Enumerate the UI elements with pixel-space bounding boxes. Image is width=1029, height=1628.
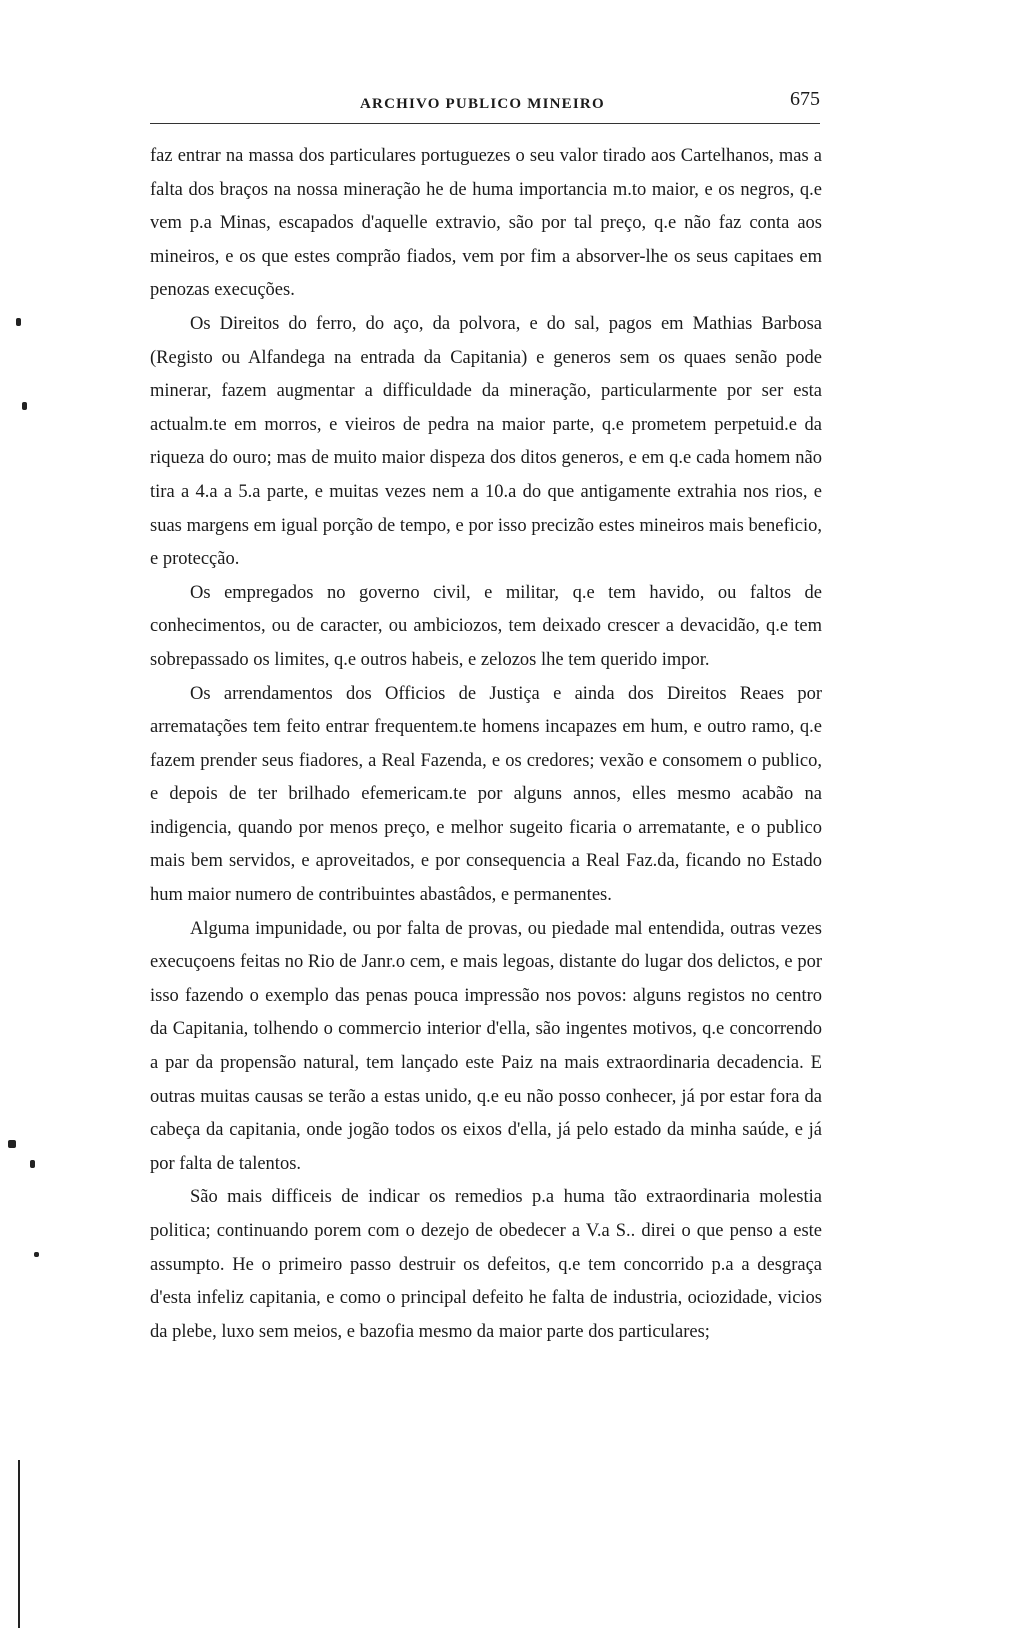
- paragraph-impunidade: Alguma impunidade, ou por falta de provas, ou piedade mal entendida, outras vezes execuçoens feitas no Rio de Janr.o cem, e mais legoas, distante do lugar dos delictos, e por isso fazendo o exemplo das penas pouca impressão nos povos: alguns registos no centro da Capitania, tolhendo o commercio interior d'ella, são ingentes motivos, q.e concorrendo a par da propensão natural, tem lançado este Paiz na mais extraordinaria decadencia. E outras muitas causas se terão a estas unido, q.e eu não posso conhecer, já por estar fora da cabeça da capitania, onde jogão todos os eixos d'ella, já pelo estado da minha saúde, e já por falta de talentos.: [150, 918, 822, 1174]
- body-text: [150, 140, 822, 1349]
- paragraph-continuation: faz entrar na massa dos particulares portuguezes o seu valor tirado aos Cartelhanos, mas a falta dos braços na nossa mineração he de huma importancia m.to maior, e os negros, q.e vem p.a Minas, escapados d'aquelle extravio, são por tal preço, q.e não faz conta aos mineiros, e os que estes comprão fiados, vem por fim a absorver-lhe os seus capitaes em penozas execuções.: [150, 146, 822, 301]
- running-title: ARCHIVO PUBLICO MINEIRO: [360, 96, 605, 112]
- paragraph-direitos: Os Direitos do ferro, do aço, da polvora, e do sal, pagos em Mathias Barbosa (Registo ou Alfandega na entrada da Capitania) e generos sem os quaes senão pode minerar, fazem augmentar a difficuldade da mineração, particularmente por ser esta actualm.te em morros, e vieiros de pedra na maior parte, q.e prometem perpetuid.e da riqueza do ouro; mas de muito maior dispeza dos ditos generos, e em q.e cada homem não tira a 4.a a 5.a parte, e muitas vezes nem a 10.a do que antigamente extrahia nos rios, e suas margens em igual porção de tempo, e por isso precizão estes mineiros mais beneficio, e protecção.: [150, 313, 822, 570]
- margin-speck: [22, 402, 27, 410]
- paragraph-arrendamentos: Os arrendamentos dos Officios de Justiça e ainda dos Direitos Reaes por arrematações tem feito entrar frequentem.te homens incapazes em hum, e outro ramo, q.e fazem prender seus fiadores, a Real Fazenda, e os credores; vexão e consomem o publico, e depois de ter brilhado efemericam.te por alguns annos, elles mesmo acabão na indigencia, quando por menos preço, e melhor sugeito ficaria o arrematante, e o publico mais bem servidos, e aproveitados, e por consequencia a Real Faz.da, ficando no Estado hum maior numero de contribuintes abastâdos, e permanentes.: [150, 683, 822, 906]
- margin-speck: [8, 1140, 16, 1148]
- header-rule: [150, 123, 820, 124]
- page-number: 675: [790, 88, 820, 110]
- margin-speck: [16, 318, 21, 326]
- margin-speck: [34, 1252, 39, 1257]
- page-header: [150, 88, 820, 128]
- paragraph-empregados: Os empregados no governo civil, e militar, q.e tem havido, ou faltos de conhecimentos, ou de caracter, ou ambiciozos, tem deixado crescer a devacidão, q.e tem sobrepassado os limites, q.e outros habeis, e zelozos lhe tem querido impor.: [150, 582, 822, 670]
- page-edge-line: [18, 1460, 20, 1628]
- paragraph-remedios: São mais difficeis de indicar os remedios p.a huma tão extraordinaria molestia politica; continuando porem com o dezejo de obedecer a V.a S.. direi o que penso a este assumpto. He o primeiro passo destruir os defeitos, q.e tem concorrido p.a a desgraça d'esta infeliz capitania, e como o principal defeito he falta de industria, ociozidade, vicios da plebe, luxo sem meios, e bazofia mesmo da maior parte dos particulares;: [150, 1187, 822, 1342]
- margin-speck: [30, 1160, 35, 1168]
